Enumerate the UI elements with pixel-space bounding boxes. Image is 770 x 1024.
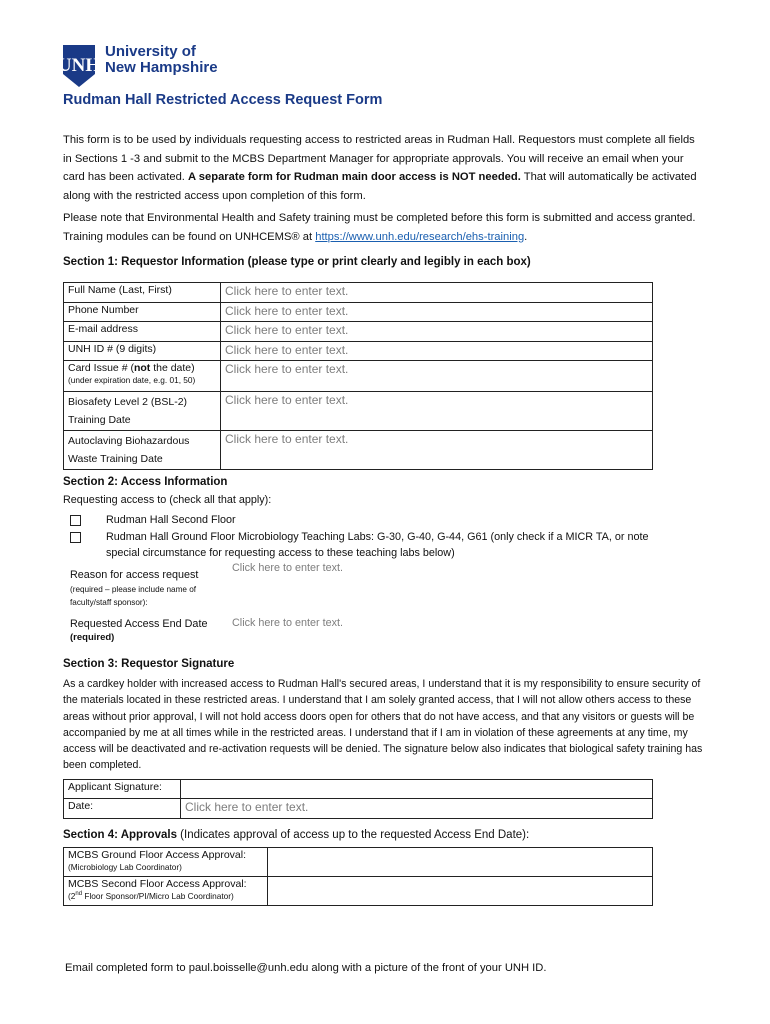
intro-bold: A separate form for Rudman main door access is NOT needed. xyxy=(188,171,521,183)
full-name-label: Full Name (Last, First) xyxy=(64,283,221,303)
university-name xyxy=(105,44,218,76)
signature-field[interactable] xyxy=(181,780,653,799)
approvals-table xyxy=(63,847,653,906)
full-name-field[interactable]: Click here to enter text. xyxy=(221,283,653,303)
card-issue-label-a: Card Issue # ( xyxy=(68,362,134,374)
table-row xyxy=(64,877,653,906)
checkbox[interactable] xyxy=(70,532,81,543)
card-issue-hint: (under expiration date, e.g. 01, 50) xyxy=(68,375,196,385)
card-issue-field[interactable]: Click here to enter text. xyxy=(221,361,653,392)
approval-sub: (Microbiology Lab Coordinator) xyxy=(68,862,182,872)
bsl2-field[interactable]: Click here to enter text. xyxy=(221,392,653,431)
approval-sub-b: Floor Sponsor/PI/Micro Lab Coordinator) xyxy=(82,891,234,901)
bsl2-label: Biosafety Level 2 (BSL-2) Training Date xyxy=(64,392,221,431)
table-row xyxy=(64,799,653,819)
phone-label: Phone Number xyxy=(64,302,221,322)
section1-heading: Section 1: Requestor Information (please type or print clearly and legibly in each box) xyxy=(63,256,531,268)
end-date-field[interactable]: Click here to enter text. xyxy=(232,617,344,629)
email-label: E-mail address xyxy=(64,322,221,342)
section3-heading: Section 3: Requestor Signature xyxy=(63,658,235,670)
end-date-required: (required) xyxy=(70,632,115,643)
section4-note: (Indicates approval of access up to the requested Access End Date): xyxy=(176,829,530,841)
table-row xyxy=(64,322,653,342)
training-note xyxy=(63,209,703,246)
signature-label: Applicant Signature: xyxy=(64,780,181,799)
phone-field[interactable]: Click here to enter text. xyxy=(221,302,653,322)
unh-logo xyxy=(57,43,218,88)
option-ground-floor[interactable] xyxy=(70,529,649,559)
logo-line-1: University of xyxy=(105,43,196,60)
approval-sub-sup: nd xyxy=(75,891,83,898)
section2-heading: Section 2: Access Information xyxy=(63,476,228,488)
reason-label: Reason for access request xyxy=(70,569,199,581)
ehs-training-link[interactable]: https://www.unh.edu/research/ehs-training xyxy=(315,230,525,243)
submission-instructions: Email completed form to paul.boisselle@unh.edu along with a picture of the front of your UNH ID. xyxy=(65,962,547,974)
svg-text:UNH: UNH xyxy=(57,55,101,76)
email-field[interactable]: Click here to enter text. xyxy=(221,322,653,342)
ground-floor-approval-label xyxy=(64,848,268,877)
intro-tail: That will automatically be activated along with the restricted access upon completion of this form. xyxy=(63,171,697,202)
section4-title: Section 4: Approvals xyxy=(63,829,177,841)
checkbox[interactable] xyxy=(70,515,81,526)
option-second-floor[interactable] xyxy=(70,512,236,526)
option-label: Rudman Hall Ground Floor Microbiology Teaching Labs: G-30, G-40, G-44, G61 (only check if a MICR TA, or note special circumstance for requesting access to these teaching labs below) xyxy=(106,531,649,559)
table-row xyxy=(64,302,653,322)
date-label: Date: xyxy=(64,799,181,819)
approval-label: MCBS Ground Floor Access Approval: xyxy=(68,849,246,861)
access-prompt: Requesting access to (check all that apply): xyxy=(63,494,272,506)
form-title: Rudman Hall Restricted Access Request Form xyxy=(63,92,383,108)
card-issue-label-c: the date) xyxy=(150,362,195,374)
table-row xyxy=(64,361,653,392)
training-note-text: Please note that Environmental Health and Safety training must be completed before this form is submitted and access granted. Training modules can be found on UNHCEMS® at xyxy=(63,212,696,243)
agreement-text: As a cardkey holder with increased access to Rudman Hall's secured areas, I understand that it is my responsibility to ensure security of the materials located in these restricted areas. I understand that I am solely granted access, that I will not allow others access to these areas without prior approval, I will not hold access doors open for others that do not have access, and that any visitors or guests will be accompanied by me at all times while in the restricted areas. I understand that if I am in violation of these agreements at any time, my access will be deactivated and re-activation requests will be denied. The signature below also indicates that biological safety training has been completed. xyxy=(63,678,703,772)
table-row xyxy=(64,341,653,361)
signature-table xyxy=(63,779,653,819)
autoclave-label: Autoclaving Biohazardous Waste Training Date xyxy=(64,431,221,470)
reason-note: (required – please include name of faculty/staff sponsor): xyxy=(70,585,197,607)
autoclave-field[interactable]: Click here to enter text. xyxy=(221,431,653,470)
table-row xyxy=(64,848,653,877)
unh-id-field[interactable]: Click here to enter text. xyxy=(221,341,653,361)
reason-field[interactable]: Click here to enter text. xyxy=(232,562,344,574)
approval-label: MCBS Second Floor Access Approval: xyxy=(68,878,247,890)
card-issue-label-b: not xyxy=(133,362,151,374)
unh-shield-icon xyxy=(57,44,101,88)
ground-floor-approval-field[interactable] xyxy=(268,848,653,877)
training-note-end: . xyxy=(524,230,528,243)
date-field[interactable]: Click here to enter text. xyxy=(181,799,653,819)
option-label: Rudman Hall Second Floor xyxy=(106,514,236,526)
intro-text: This form is to be used by individuals requesting access to restricted areas in Rudman Hall. Requestors must complete all fields in Sections 1 -3 and submit to the MCBS Department Manager for appropriate approvals. You will receive an email when your card has been activated. xyxy=(63,134,695,183)
unh-id-label: UNH ID # (9 digits) xyxy=(64,341,221,361)
second-floor-approval-field[interactable] xyxy=(268,877,653,906)
table-row xyxy=(64,283,653,303)
card-issue-label xyxy=(64,361,221,392)
end-date-label: Requested Access End Date xyxy=(70,618,208,630)
intro-paragraph xyxy=(63,131,703,205)
approval-sub xyxy=(68,891,263,901)
logo-line-2: New Hampshire xyxy=(105,59,218,76)
table-row xyxy=(64,431,653,470)
second-floor-approval-label xyxy=(64,877,268,906)
table-row xyxy=(64,780,653,799)
requestor-info-table xyxy=(63,282,653,470)
section4-heading xyxy=(63,829,529,841)
approval-sub-a: (2 xyxy=(68,891,76,901)
table-row xyxy=(64,392,653,431)
